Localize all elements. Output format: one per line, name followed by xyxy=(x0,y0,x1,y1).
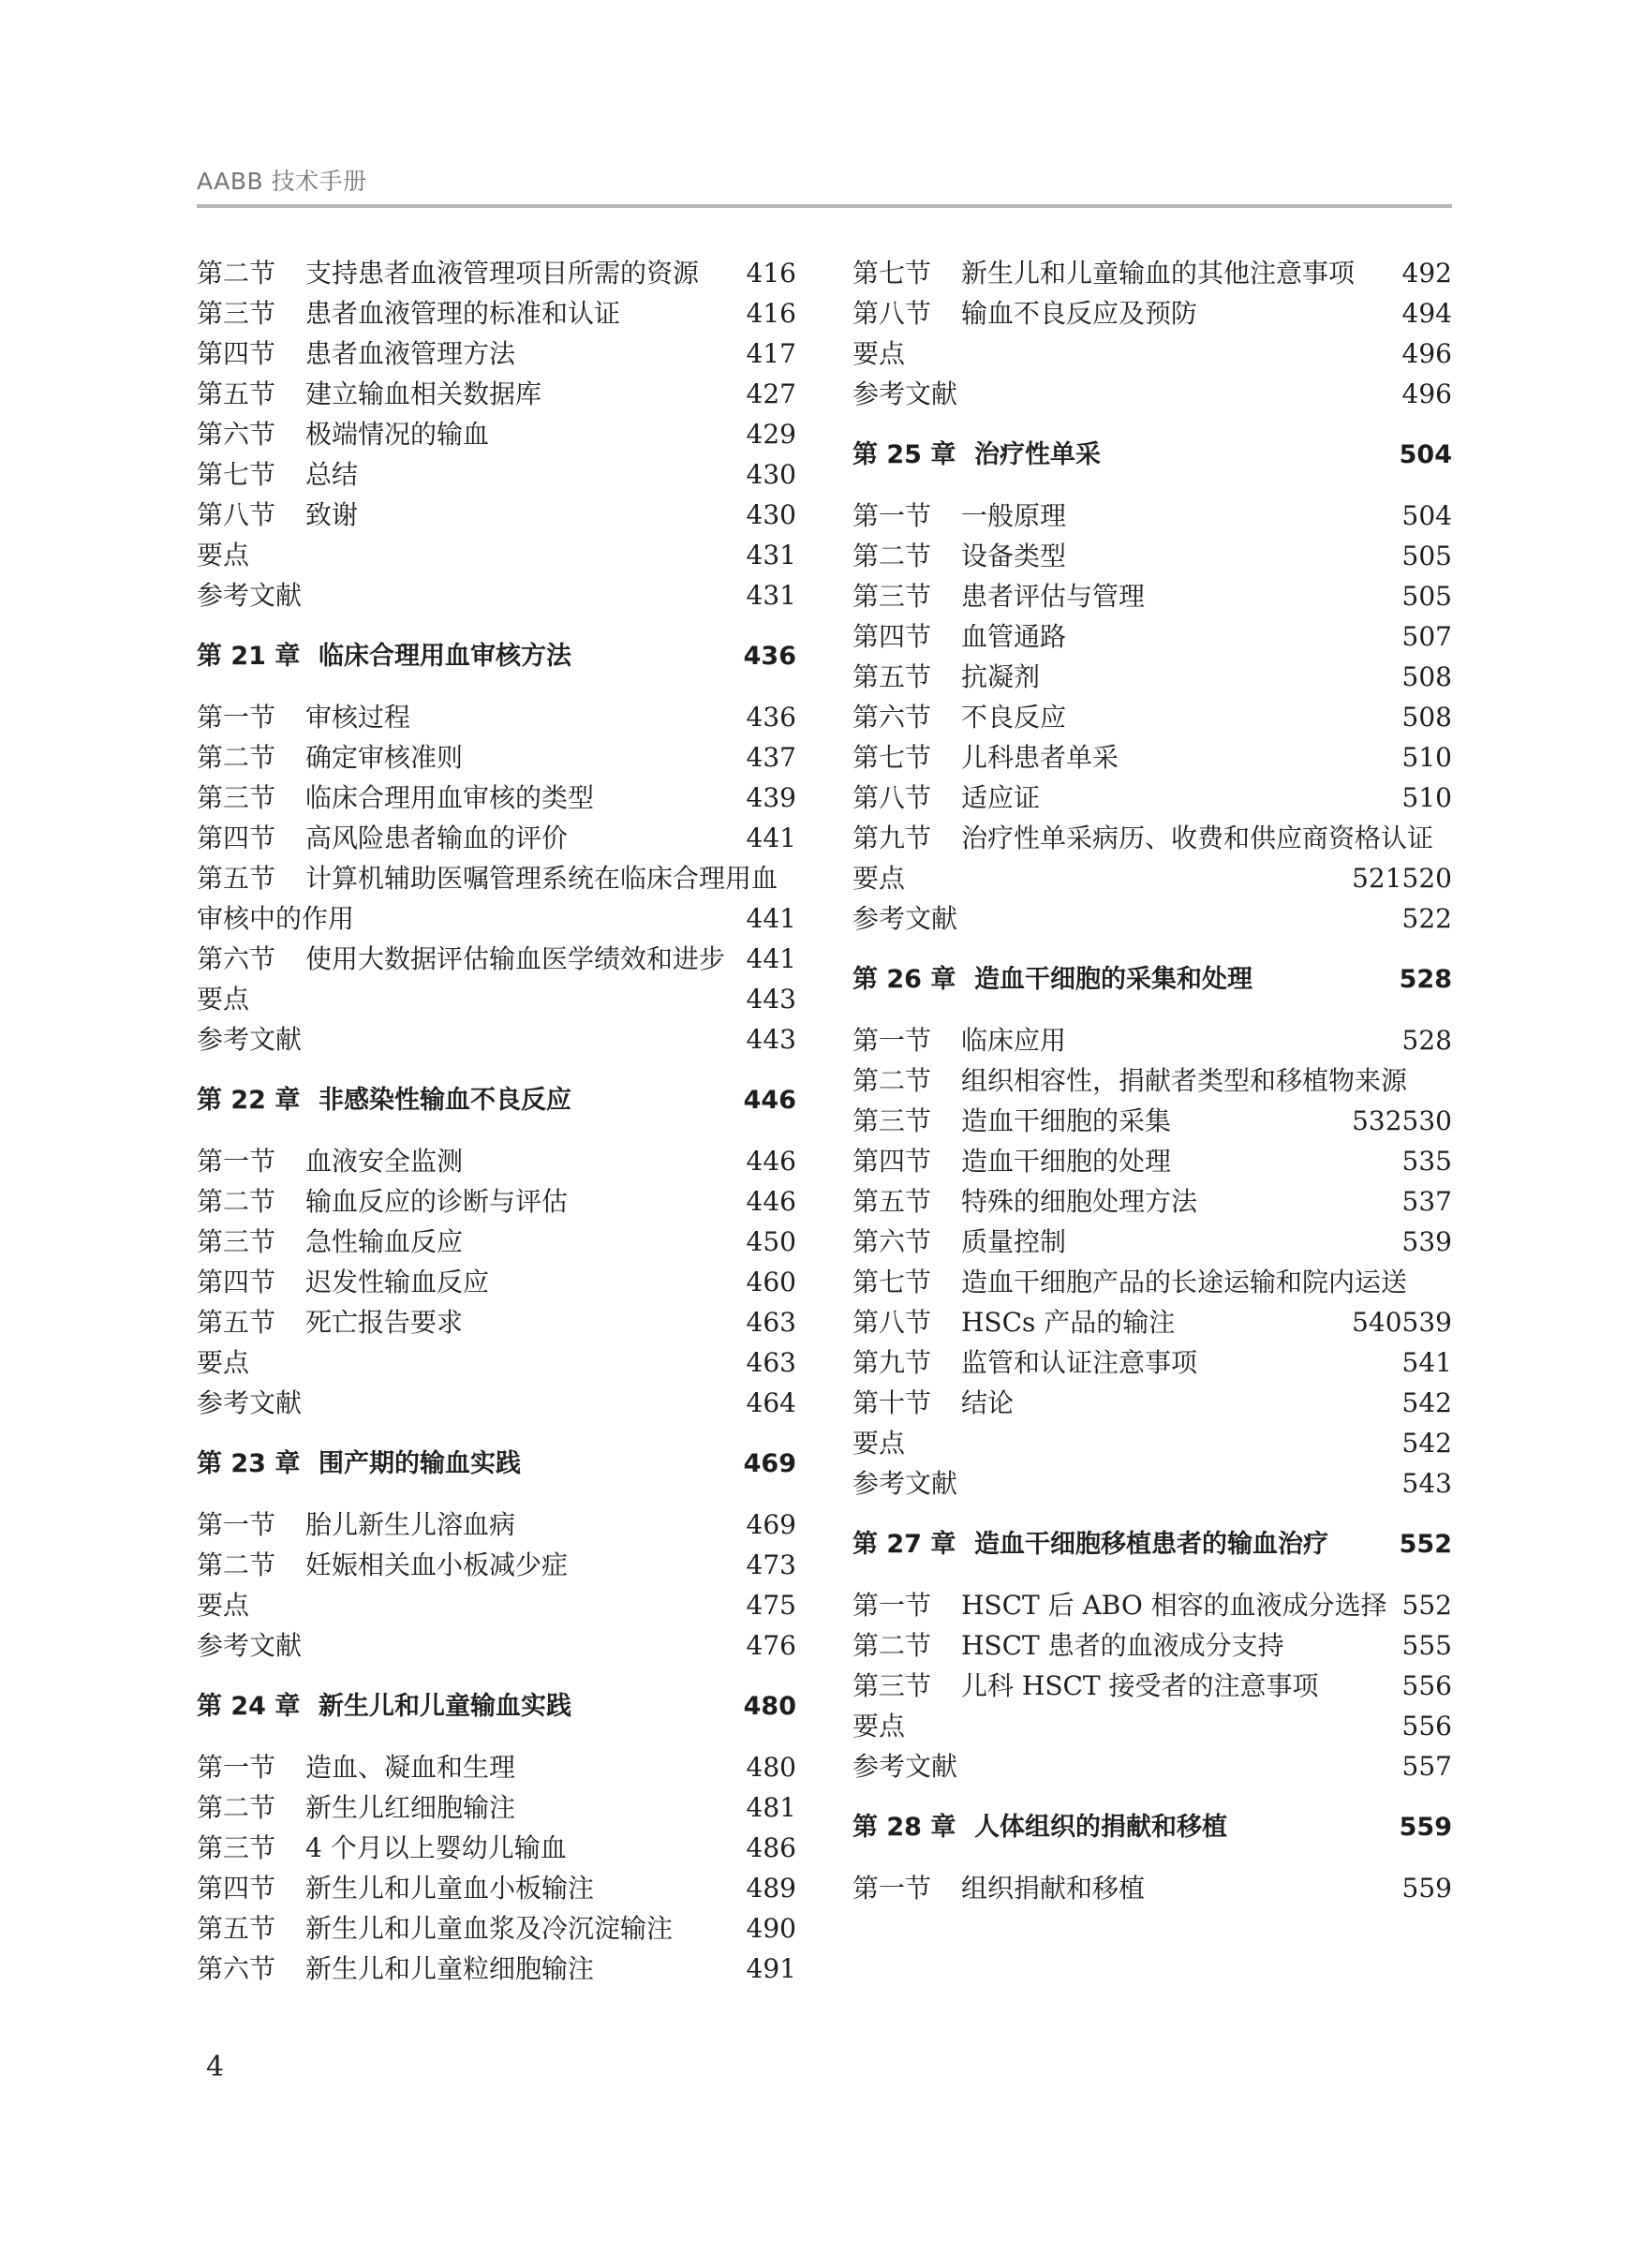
section-label: 第一节 xyxy=(852,1025,932,1056)
section-label: 第九节 xyxy=(852,823,932,853)
section-title: 治疗性单采病历、收费和供应商资格认证 xyxy=(961,823,1434,853)
toc-plain-row xyxy=(197,575,796,615)
chapter-label: 第 28 章 xyxy=(852,1813,956,1842)
page-ref: 535 xyxy=(1401,1146,1452,1177)
section-label: 第六节 xyxy=(852,702,932,733)
running-header-title: AABB 技术手册 xyxy=(197,168,367,195)
section-label: 第四节 xyxy=(197,1873,276,1904)
page-ref: 492 xyxy=(1401,258,1452,289)
toc-plain-row xyxy=(852,334,1452,374)
section-label: 第七节 xyxy=(852,258,932,289)
section-label: 第二节 xyxy=(852,1065,932,1096)
toc-section-row xyxy=(852,1666,1452,1706)
page-ref: 463 xyxy=(746,1347,796,1378)
section-title: HSCT 患者的血液成分支持 xyxy=(961,1630,1284,1661)
page-ref: 441 xyxy=(746,943,796,974)
page-ref: 528 xyxy=(1399,965,1452,994)
page-ref: 446 xyxy=(746,1146,796,1177)
toc-section-row xyxy=(852,1585,1452,1625)
section-label: 第八节 xyxy=(852,1307,932,1338)
toc-plain-row xyxy=(197,979,796,1019)
toc-section-row xyxy=(852,1262,1452,1302)
section-label: 第二节 xyxy=(852,541,932,571)
toc-section-row xyxy=(852,1181,1452,1222)
toc-section-row xyxy=(197,1828,796,1868)
section-label: 第四节 xyxy=(852,1146,932,1177)
toc-section-row xyxy=(852,1020,1452,1060)
section-title: 极端情况的输血 xyxy=(305,419,490,450)
page-ref: 475 xyxy=(746,1590,796,1621)
section-title: 确定审核准则 xyxy=(305,742,464,773)
section-title: 特殊的细胞处理方法 xyxy=(961,1186,1198,1217)
page-ref: 439 xyxy=(746,782,796,813)
entry-title: 要点 xyxy=(852,863,906,894)
page-ref: 443 xyxy=(746,1024,796,1055)
page-ref: 530 xyxy=(1401,1105,1452,1136)
section-title: 患者评估与管理 xyxy=(961,581,1146,612)
section-label: 第七节 xyxy=(852,1267,932,1297)
page-ref: 491 xyxy=(746,1953,796,1984)
chapter-label: 第 21 章 xyxy=(197,642,301,671)
section-label: 第八节 xyxy=(852,782,932,813)
section-label: 第八节 xyxy=(197,499,276,530)
page-ref: 552 xyxy=(1399,1530,1452,1559)
page-ref: 431 xyxy=(746,540,796,571)
entry-title: 要点 xyxy=(852,1711,906,1742)
section-label: 第一节 xyxy=(197,1509,276,1540)
section-label: 第四节 xyxy=(197,338,276,369)
section-label: 第六节 xyxy=(852,1226,932,1257)
toc-section-row xyxy=(197,1181,796,1222)
section-label: 第五节 xyxy=(197,1307,276,1338)
section-title: 迟发性输血反应 xyxy=(305,1267,490,1297)
chapter-title: 人体组织的捐献和移植 xyxy=(974,1813,1227,1842)
page-ref: 522 xyxy=(1401,903,1452,934)
section-label: 第三节 xyxy=(852,1670,932,1701)
toc-section-row xyxy=(197,858,796,898)
section-label: 第二节 xyxy=(852,1630,932,1661)
page-ref: 481 xyxy=(746,1792,796,1823)
toc-section-row xyxy=(197,1505,796,1545)
entry-title: 参考文献 xyxy=(852,378,958,409)
section-title: 不良反应 xyxy=(961,702,1067,733)
chapter-title: 非感染性输血不良反应 xyxy=(319,1086,571,1115)
page-ref: 539 xyxy=(1401,1226,1452,1257)
section-title: 造血干细胞的采集 xyxy=(961,1105,1172,1136)
section-label: 第一节 xyxy=(852,1590,932,1621)
page-ref: 496 xyxy=(1401,338,1452,369)
section-label: 第一节 xyxy=(197,702,276,733)
entry-title: 要点 xyxy=(852,338,906,369)
header-rule xyxy=(197,204,1452,208)
chapter-title: 造血干细胞移植患者的输血治疗 xyxy=(974,1530,1328,1559)
toc-plain-row xyxy=(852,1423,1452,1463)
page-ref: 436 xyxy=(746,702,796,733)
section-title: 患者血液管理方法 xyxy=(305,338,516,369)
toc-plain-row xyxy=(852,898,1452,939)
section-label: 第九节 xyxy=(852,1347,932,1378)
page-ref: 505 xyxy=(1401,581,1452,612)
page-ref: 437 xyxy=(746,742,796,773)
chapter-title: 新生儿和儿童输血实践 xyxy=(319,1692,571,1721)
chapter-title: 临床合理用血审核方法 xyxy=(319,642,571,671)
toc-section-row xyxy=(852,616,1452,657)
chapter-label: 第 26 章 xyxy=(852,965,956,994)
section-title: 新生儿红细胞输注 xyxy=(305,1792,516,1823)
page-ref: 476 xyxy=(746,1630,796,1661)
page-ref: 496 xyxy=(1401,378,1452,409)
section-label: 第四节 xyxy=(852,621,932,652)
section-label: 第一节 xyxy=(852,1873,932,1904)
page-number: 4 xyxy=(206,2051,225,2083)
toc-plain-row xyxy=(197,898,796,939)
page-ref: 494 xyxy=(1401,298,1452,329)
toc-section-row xyxy=(852,1342,1452,1383)
toc-section-row xyxy=(852,778,1452,818)
section-title: 计算机辅助医嘱管理系统在临床合理用血 xyxy=(305,863,778,894)
section-title: 致谢 xyxy=(305,499,359,530)
page-ref: 540 xyxy=(1352,1307,1402,1338)
page-ref: 507 xyxy=(1401,621,1452,652)
page-ref: 556 xyxy=(1401,1670,1452,1701)
page-ref: 539 xyxy=(1401,1307,1452,1338)
toc-section-row xyxy=(197,1262,796,1302)
section-title: 设备类型 xyxy=(961,541,1067,571)
chapter-label: 第 25 章 xyxy=(852,440,956,469)
toc-chapter-row xyxy=(852,435,1452,475)
toc-section-row xyxy=(852,1868,1452,1908)
section-title: HSCT 后 ABO 相容的血液成分选择 xyxy=(961,1590,1387,1621)
toc-section-row xyxy=(852,253,1452,293)
page-ref: 469 xyxy=(746,1509,796,1540)
section-title: 妊娠相关血小板减少症 xyxy=(305,1549,569,1580)
section-label: 第二节 xyxy=(197,742,276,773)
section-title: 造血、凝血和生理 xyxy=(305,1752,516,1783)
page-ref: 508 xyxy=(1401,661,1452,692)
page-ref: 489 xyxy=(746,1873,796,1904)
toc-section-row xyxy=(197,253,796,293)
entry-title: 参考文献 xyxy=(197,580,303,611)
section-title: 新生儿和儿童输血的其他注意事项 xyxy=(961,258,1356,289)
toc-section-row xyxy=(852,1222,1452,1262)
section-title: 死亡报告要求 xyxy=(305,1307,464,1338)
section-title: 适应证 xyxy=(961,782,1041,813)
toc-section-row xyxy=(852,818,1452,858)
section-label: 第四节 xyxy=(197,1267,276,1297)
section-label: 第二节 xyxy=(197,1186,276,1217)
section-title: 建立输血相关数据库 xyxy=(305,378,542,409)
toc-section-row xyxy=(197,939,796,979)
section-title: 患者血液管理的标准和认证 xyxy=(305,298,621,329)
toc-section-row xyxy=(197,1222,796,1262)
toc-section-row xyxy=(197,334,796,374)
section-title: 4 个月以上婴幼儿输血 xyxy=(305,1832,567,1863)
section-title: 审核过程 xyxy=(305,702,411,733)
page-ref: 443 xyxy=(746,984,796,1015)
section-title: 造血干细胞的处理 xyxy=(961,1146,1172,1177)
entry-title: 参考文献 xyxy=(197,1024,303,1055)
toc-section-row xyxy=(197,1545,796,1585)
page-ref: 510 xyxy=(1401,782,1452,813)
page-ref: 429 xyxy=(746,419,796,450)
toc-section-row xyxy=(197,1787,796,1828)
entry-title: 参考文献 xyxy=(852,903,958,934)
toc-section-row xyxy=(852,737,1452,778)
section-title: HSCs 产品的输注 xyxy=(961,1307,1176,1338)
toc-section-row xyxy=(852,1302,1452,1342)
page-ref: 532 xyxy=(1352,1105,1402,1136)
toc-chapter-row xyxy=(197,1686,796,1727)
toc-chapter-row xyxy=(852,1807,1452,1847)
toc-section-row xyxy=(197,818,796,858)
section-title: 质量控制 xyxy=(961,1226,1067,1257)
page-ref: 543 xyxy=(1401,1468,1452,1499)
section-label: 第二节 xyxy=(197,1549,276,1580)
entry-title: 要点 xyxy=(197,1347,250,1378)
section-label: 第八节 xyxy=(852,298,932,329)
section-label: 第三节 xyxy=(197,1226,276,1257)
entry-title: 要点 xyxy=(852,1428,906,1459)
page-ref: 542 xyxy=(1401,1428,1452,1459)
toc-section-row xyxy=(197,778,796,818)
section-title: 胎儿新生儿溶血病 xyxy=(305,1509,516,1540)
toc-plain-row xyxy=(197,1342,796,1383)
page-ref: 559 xyxy=(1401,1873,1452,1904)
section-label: 第二节 xyxy=(197,1792,276,1823)
chapter-label: 第 23 章 xyxy=(197,1449,301,1478)
section-title: 监管和认证注意事项 xyxy=(961,1347,1198,1378)
section-label: 第三节 xyxy=(852,581,932,612)
entry-title: 参考文献 xyxy=(852,1468,958,1499)
page-ref: 416 xyxy=(746,258,796,289)
toc-plain-row xyxy=(197,535,796,575)
toc-plain-row xyxy=(197,1625,796,1666)
page-ref: 441 xyxy=(746,823,796,853)
section-title: 血液安全监测 xyxy=(305,1146,464,1177)
toc-left-column xyxy=(197,253,796,1989)
page-ref: 464 xyxy=(746,1387,796,1418)
entry-title: 参考文献 xyxy=(852,1751,958,1782)
chapter-label: 第 27 章 xyxy=(852,1530,956,1559)
entry-title: 审核中的作用 xyxy=(197,903,355,934)
entry-title: 参考文献 xyxy=(197,1630,303,1661)
section-title: 新生儿和儿童血小板输注 xyxy=(305,1873,595,1904)
section-title: 组织相容性，捐献者类型和移植物来源 xyxy=(961,1065,1408,1096)
section-title: 组织捐献和移植 xyxy=(961,1873,1146,1904)
section-label: 第五节 xyxy=(197,378,276,409)
section-title: 临床应用 xyxy=(961,1025,1067,1056)
page-ref: 450 xyxy=(746,1226,796,1257)
toc-section-row xyxy=(852,293,1452,334)
page-ref: 446 xyxy=(746,1186,796,1217)
section-label: 第二节 xyxy=(197,258,276,289)
page-ref: 480 xyxy=(743,1692,796,1721)
toc-section-row xyxy=(197,454,796,495)
toc-chapter-row xyxy=(197,636,796,676)
chapter-title: 围产期的输血实践 xyxy=(319,1449,521,1478)
toc-section-row xyxy=(852,536,1452,576)
section-label: 第七节 xyxy=(197,459,276,490)
section-label: 第四节 xyxy=(197,823,276,853)
section-label: 第三节 xyxy=(197,1832,276,1863)
page-ref: 557 xyxy=(1401,1751,1452,1782)
entry-title: 要点 xyxy=(197,1590,250,1621)
page-ref: 508 xyxy=(1401,702,1452,733)
page-ref: 559 xyxy=(1399,1813,1452,1842)
section-title: 新生儿和儿童粒细胞输注 xyxy=(305,1953,595,1984)
page-ref: 490 xyxy=(746,1913,796,1944)
section-title: 抗凝剂 xyxy=(961,661,1041,692)
page-ref: 541 xyxy=(1401,1347,1452,1378)
toc-section-row xyxy=(197,737,796,778)
page-ref: 441 xyxy=(746,903,796,934)
toc-section-row xyxy=(852,657,1452,697)
section-label: 第三节 xyxy=(852,1105,932,1136)
page-ref: 446 xyxy=(743,1086,796,1115)
page-ref: 486 xyxy=(746,1832,796,1863)
toc-section-row xyxy=(852,496,1452,536)
toc-section-row xyxy=(197,697,796,737)
page-ref: 480 xyxy=(746,1752,796,1783)
toc-section-row xyxy=(852,697,1452,737)
section-title: 一般原理 xyxy=(961,500,1067,531)
page-ref: 510 xyxy=(1401,742,1452,773)
page-ref: 556 xyxy=(1401,1711,1452,1742)
toc-section-row xyxy=(197,1302,796,1342)
toc-chapter-row xyxy=(852,1524,1452,1564)
toc-section-row xyxy=(197,1141,796,1181)
toc-section-row xyxy=(197,1949,796,1989)
section-label: 第五节 xyxy=(852,661,932,692)
section-title: 临床合理用血审核的类型 xyxy=(305,782,595,813)
page-ref: 528 xyxy=(1401,1025,1452,1056)
section-title: 结论 xyxy=(961,1387,1015,1418)
toc-section-row xyxy=(852,1101,1452,1141)
section-label: 第六节 xyxy=(197,943,276,974)
section-label: 第十节 xyxy=(852,1387,932,1418)
page-ref: 552 xyxy=(1401,1590,1452,1621)
chapter-label: 第 22 章 xyxy=(197,1086,301,1115)
page-ref: 430 xyxy=(746,499,796,530)
toc-section-row xyxy=(852,1060,1452,1101)
section-label: 第一节 xyxy=(197,1146,276,1177)
entry-title: 要点 xyxy=(197,984,250,1015)
section-title: 高风险患者输血的评价 xyxy=(305,823,569,853)
section-label: 第三节 xyxy=(197,782,276,813)
toc-plain-row xyxy=(197,1585,796,1625)
section-label: 第六节 xyxy=(197,1953,276,1984)
section-label: 第一节 xyxy=(197,1752,276,1783)
section-title: 儿科患者单采 xyxy=(961,742,1119,773)
page-ref: 542 xyxy=(1401,1387,1452,1418)
page-ref: 427 xyxy=(746,378,796,409)
section-label: 第五节 xyxy=(197,863,276,894)
section-title: 总结 xyxy=(305,459,359,490)
page-ref: 555 xyxy=(1401,1630,1452,1661)
section-title: 儿科 HSCT 接受者的注意事项 xyxy=(961,1670,1319,1701)
toc-section-row xyxy=(852,576,1452,616)
section-title: 造血干细胞产品的长途运输和院内运送 xyxy=(961,1267,1408,1297)
page-ref: 505 xyxy=(1401,541,1452,571)
page-ref: 463 xyxy=(746,1307,796,1338)
page-ref: 537 xyxy=(1401,1186,1452,1217)
page-ref: 416 xyxy=(746,298,796,329)
toc-plain-row xyxy=(852,858,1452,898)
page-ref: 431 xyxy=(746,580,796,611)
toc-section-row xyxy=(197,1747,796,1787)
section-label: 第一节 xyxy=(852,500,932,531)
toc-section-row xyxy=(197,374,796,414)
toc-plain-row xyxy=(852,374,1452,414)
page-ref: 520 xyxy=(1401,863,1452,894)
toc-chapter-row xyxy=(197,1080,796,1120)
section-title: 输血不良反应及预防 xyxy=(961,298,1198,329)
section-title: 使用大数据评估输血医学绩效和进步 xyxy=(305,943,726,974)
toc-plain-row xyxy=(197,1383,796,1423)
page-ref: 436 xyxy=(743,642,796,671)
page-ref: 417 xyxy=(746,338,796,369)
toc-section-row xyxy=(197,414,796,454)
page-ref: 469 xyxy=(743,1449,796,1478)
toc-section-row xyxy=(197,1868,796,1908)
toc-section-row xyxy=(852,1383,1452,1423)
section-label: 第七节 xyxy=(852,742,932,773)
toc-chapter-row xyxy=(197,1444,796,1484)
section-title: 新生儿和儿童血浆及冷沉淀输注 xyxy=(305,1913,674,1944)
page-ref: 460 xyxy=(746,1267,796,1297)
entry-title: 要点 xyxy=(197,540,250,571)
chapter-title: 治疗性单采 xyxy=(974,440,1101,469)
page-ref: 504 xyxy=(1401,500,1452,531)
toc-section-row xyxy=(197,495,796,535)
toc-plain-row xyxy=(852,1746,1452,1786)
toc-section-row xyxy=(197,1908,796,1949)
entry-title: 参考文献 xyxy=(197,1387,303,1418)
section-title: 支持患者血液管理项目所需的资源 xyxy=(305,258,700,289)
toc-section-row xyxy=(852,1625,1452,1666)
section-title: 血管通路 xyxy=(961,621,1067,652)
toc-plain-row xyxy=(852,1463,1452,1504)
toc-chapter-row xyxy=(852,959,1452,1000)
page-ref: 473 xyxy=(746,1549,796,1580)
toc-plain-row xyxy=(852,1706,1452,1746)
toc-right-column xyxy=(852,253,1452,1908)
section-label: 第六节 xyxy=(197,419,276,450)
section-label: 第五节 xyxy=(852,1186,932,1217)
chapter-title: 造血干细胞的采集和处理 xyxy=(974,965,1252,994)
page-ref: 521 xyxy=(1352,863,1402,894)
page-ref: 430 xyxy=(746,459,796,490)
toc-plain-row xyxy=(197,1019,796,1060)
section-title: 急性输血反应 xyxy=(305,1226,464,1257)
section-label: 第五节 xyxy=(197,1913,276,1944)
toc-section-row xyxy=(197,293,796,334)
chapter-label: 第 24 章 xyxy=(197,1692,301,1721)
toc-section-row xyxy=(852,1141,1452,1181)
section-label: 第三节 xyxy=(197,298,276,329)
section-title: 输血反应的诊断与评估 xyxy=(305,1186,569,1217)
page-ref: 504 xyxy=(1399,440,1452,469)
